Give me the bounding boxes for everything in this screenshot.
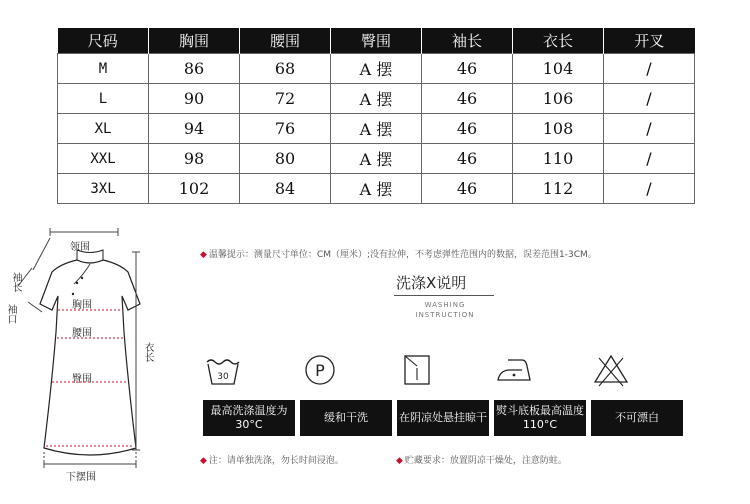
table-row [58,174,695,204]
cell-size: XL [58,114,149,144]
cell-waist: 68 [240,54,331,84]
wash-temp-text: 30 [217,372,229,382]
cell-slit: / [604,174,695,204]
header-waist: 腰围 [240,28,331,54]
measurement-tip [200,247,597,260]
storage-note [396,453,567,466]
care-label-wash: 最高洗涤温度为30°C [203,400,295,436]
size-table [57,28,695,204]
label-chest: 胸围 [72,300,92,311]
wash-subtitle [396,300,494,320]
cell-sleeve: 46 [422,144,513,174]
dry-clean-p-icon [300,350,340,390]
cell-length: 110 [513,144,604,174]
table-row [58,114,695,144]
cell-waist: 76 [240,114,331,144]
header-length: 衣长 [513,28,604,54]
cell-hip: A 摆 [331,84,422,114]
diamond-icon: ◆ [200,250,207,260]
cell-hip: A 摆 [331,144,422,174]
care-label-iron: 熨斗底板最高温度110°C [494,400,586,436]
cell-sleeve: 46 [422,174,513,204]
cell-slit: / [604,84,695,114]
cell-chest: 98 [149,144,240,174]
cell-waist: 72 [240,84,331,114]
care-item-dry-clean [300,350,392,424]
storage-note-text: 贮藏要求：放置阴凉干燥处，注意防蛀。 [404,456,567,466]
cell-slit: / [604,54,695,84]
cell-hip: A 摆 [331,174,422,204]
dry-clean-letter: P [315,361,325,380]
cell-chest: 102 [149,174,240,204]
cell-slit: / [604,144,695,174]
label-collar: 领围 [70,242,90,253]
wash-note-text: 注：请单独洗涤，勿长时间浸泡。 [208,456,344,466]
label-sleeve-length: 袖长 [10,272,21,292]
cell-length: 112 [513,174,604,204]
header-slit: 开叉 [604,28,695,54]
cell-sleeve: 46 [422,54,513,84]
cell-length: 108 [513,114,604,144]
header-hip: 臀围 [331,28,422,54]
cell-length: 104 [513,54,604,84]
diamond-icon: ◆ [200,456,207,466]
cell-size: XXL [58,144,149,174]
table-row [58,144,695,174]
iron-110-icon [494,350,534,390]
cell-slit: / [604,114,695,144]
shade-hang-dry-icon [397,350,437,390]
label-hem: 下摆围 [66,472,96,483]
diamond-icon: ◆ [396,456,403,466]
cell-sleeve: 46 [422,84,513,114]
header-chest: 胸围 [149,28,240,54]
care-item-wash [203,350,295,431]
table-row [58,84,695,114]
wash-30-icon [203,350,243,390]
care-item-iron [494,350,586,431]
label-waist: 腰围 [72,328,92,339]
wash-note [200,453,344,466]
cell-sleeve: 46 [422,114,513,144]
label-hip: 臀围 [72,374,92,385]
wash-subtitle-line2: INSTRUCTION [415,311,475,319]
label-length: 衣长 [142,342,153,362]
care-item-hang-dry [397,350,489,424]
cell-chest: 90 [149,84,240,114]
dress-diagram [0,222,180,500]
cell-size: 3XL [58,174,149,204]
header-size: 尺码 [58,28,149,54]
cell-size: L [58,84,149,114]
cell-size: M [58,54,149,84]
cell-length: 106 [513,84,604,114]
header-sleeve: 袖长 [422,28,513,54]
wash-title-divider [394,295,494,296]
table-row [58,54,695,84]
care-label-hang-dry: 在阴凉处悬挂晾干 [397,400,489,436]
label-cuff: 袖口 [5,304,16,324]
tip-text: 温馨提示：测量尺寸单位：CM（厘米）;没有拉伸，不考虑弹性范围内的数据，误差范围1-3CM。 [208,250,597,260]
care-item-no-bleach [591,350,683,424]
cell-chest: 94 [149,114,240,144]
care-label-no-bleach: 不可漂白 [591,400,683,436]
cell-waist: 84 [240,174,331,204]
size-table-header-row [58,28,695,54]
cell-chest: 86 [149,54,240,84]
no-bleach-icon [591,350,631,390]
cell-hip: A 摆 [331,114,422,144]
wash-subtitle-line1: WASHING [424,301,466,309]
care-label-dry-clean: 缓和干洗 [300,400,392,436]
cell-waist: 80 [240,144,331,174]
cell-hip: A 摆 [331,54,422,84]
wash-title: 洗涤X说明 [396,274,467,292]
